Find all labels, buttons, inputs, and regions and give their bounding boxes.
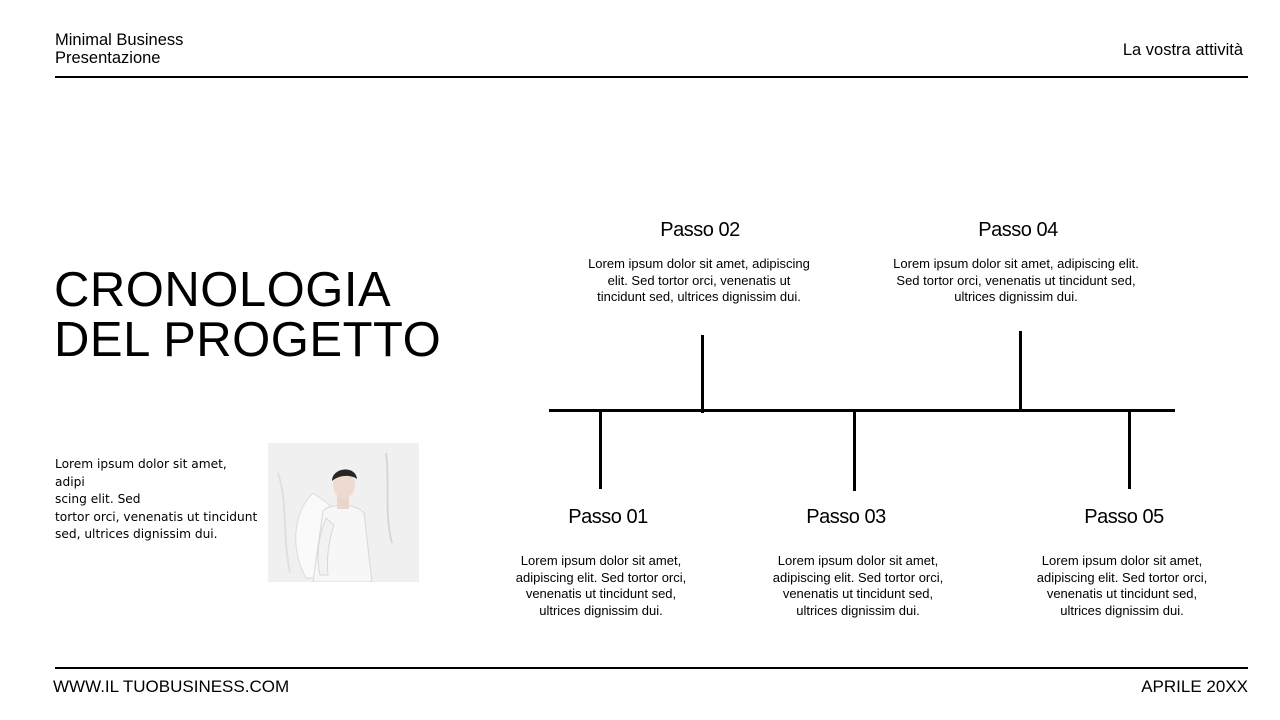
header-divider (55, 76, 1248, 78)
footer-date: APRILE 20XX (1141, 677, 1248, 696)
footer-website: WWW.IL TUOBUSINESS.COM (53, 677, 290, 696)
timeline-tick-03 (853, 409, 856, 491)
step-01-line-4: ultrices dignissim dui. (539, 602, 663, 618)
step-05-line-1: Lorem ipsum dolor sit amet, (1041, 553, 1203, 568)
timeline-tick-05 (1128, 409, 1131, 489)
header-right-label: La vostra attività (1122, 41, 1243, 59)
step-02-title: Passo 02 (660, 219, 740, 241)
step-02-line-1: Lorem ipsum dolor sit amet, adipiscing (588, 256, 810, 271)
intro-line-2: scing elit. Sed (55, 492, 141, 506)
step-01-title: Passo 01 (568, 506, 648, 528)
step-05-line-4: ultrices dignissim dui. (1060, 602, 1184, 618)
step-03-line-2: adipiscing elit. Sed tortor orci, (772, 569, 944, 585)
timeline-tick-04 (1019, 331, 1022, 411)
step-02-line-2: elit. Sed tortor orci, venenatis ut (607, 272, 791, 288)
title-line-2: DEL PROGETTO (54, 313, 442, 367)
step-03-title: Passo 03 (806, 506, 886, 528)
step-02-line-3: tincidunt sed, ultrices dignissim dui. (597, 289, 801, 304)
step-03-line-4: ultrices dignissim dui. (796, 602, 920, 618)
step-05-title: Passo 05 (1084, 506, 1164, 528)
step-04-line-2: Sed tortor orci, venenatis ut tincidunt sed, (896, 272, 1136, 288)
timeline-tick-01 (599, 409, 602, 489)
step-01-description (491, 553, 711, 619)
step-03-line-3: venenatis ut tincidunt sed, (782, 586, 934, 601)
step-01-line-1: Lorem ipsum dolor sit amet, (520, 553, 682, 568)
intro-line-3: tortor orci, venenatis ut tincidunt (55, 509, 258, 524)
intro-line-4: sed, ultrices dignissim dui. (55, 527, 218, 541)
intro-text (55, 456, 260, 544)
step-04-description (871, 256, 1161, 306)
brand-title (55, 31, 183, 67)
brand-line-1: Minimal Business (55, 31, 184, 49)
step-03-line-1: Lorem ipsum dolor sit amet, (777, 553, 939, 568)
title-line-1: CRONOLOGIA (54, 263, 392, 317)
step-02-description (569, 256, 829, 306)
timeline-axis (549, 409, 1175, 412)
step-05-line-3: venenatis ut tincidunt sed, (1046, 586, 1198, 601)
slide-title (54, 265, 441, 365)
brand-line-2: Presentazione (55, 49, 161, 67)
step-03-description (748, 553, 968, 619)
step-04-title: Passo 04 (978, 219, 1058, 241)
step-04-line-3: ultrices dignissim dui. (954, 289, 1078, 304)
step-05-description (1012, 553, 1232, 619)
step-01-line-3: venenatis ut tincidunt sed, (525, 586, 677, 601)
portrait-photo (268, 443, 419, 582)
intro-line-1: Lorem ipsum dolor sit amet, adipi (55, 457, 227, 489)
step-01-line-2: adipiscing elit. Sed tortor orci, (515, 569, 687, 585)
timeline-tick-02 (701, 335, 704, 413)
step-04-line-1: Lorem ipsum dolor sit amet, adipiscing elit. (893, 256, 1139, 271)
footer-divider (55, 667, 1248, 669)
step-05-line-2: adipiscing elit. Sed tortor orci, (1036, 569, 1208, 585)
